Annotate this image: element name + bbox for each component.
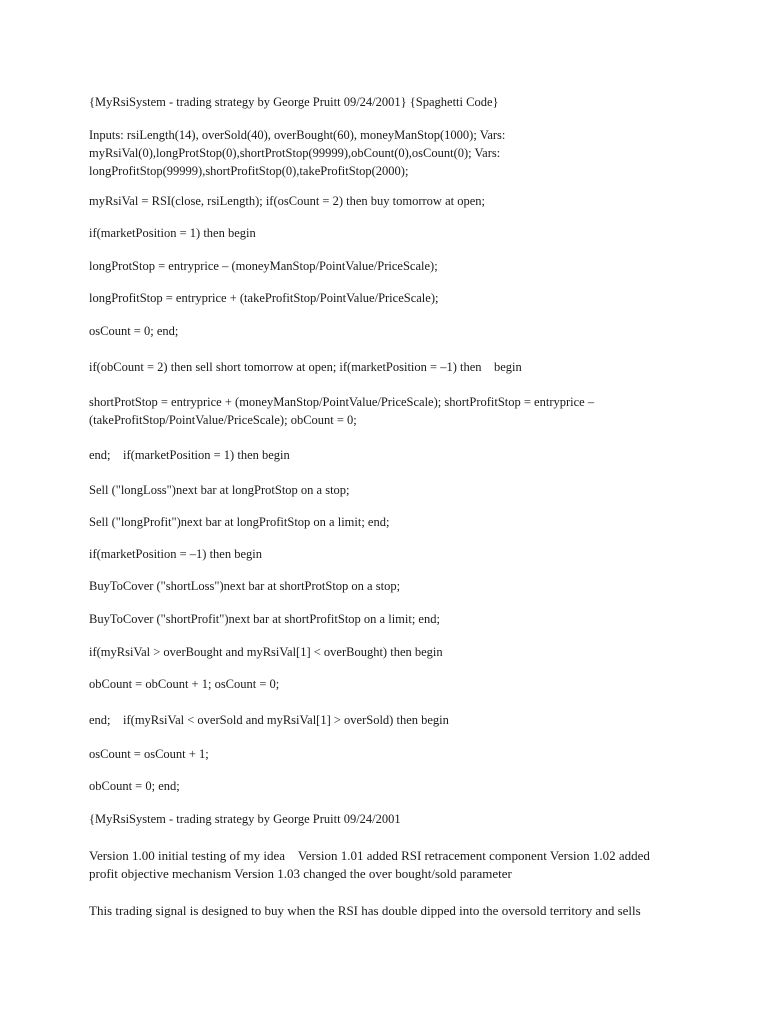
paragraph-obcount-increment: obCount = obCount + 1; osCount = 0; [89,677,280,691]
paragraph-header-comment: {MyRsiSystem - trading strategy by George Pruitt 09/24/2001} {Spaghetti Code} [89,95,499,109]
paragraph-overbought-check: if(myRsiVal > overBought and myRsiVal[1] < overBought) then begin [89,645,443,659]
paragraph-oversold-check: end; if(myRsiVal < overSold and myRsiVal[1] > overSold) then begin [89,713,449,727]
paragraph-description: This trading signal is designed to buy when the RSI has double dipped into the oversold territory and sells [89,903,641,918]
paragraph-end-long-begin: end; if(marketPosition = 1) then begin [89,448,290,462]
paragraph-inputs-vars: Inputs: rsiLength(14), overSold(40), overBought(60), moneyManStop(1000); Vars: myRsiVal(0),longProtStop(0),shortProtStop(99999),obCount(0),osCount(0); Vars: longProfitStop(99999),shortProfitStop(0),takeProfitStop(2000); [89,128,509,178]
paragraph-long-position-begin: if(marketPosition = 1) then begin [89,226,256,240]
paragraph-buytocover-shortprofit: BuyToCover ("shortProfit")next bar at shortProfitStop on a limit; end; [89,612,440,626]
paragraph-oscount-increment: osCount = osCount + 1; [89,747,209,761]
paragraph-long-prot-stop: longProtStop = entryprice – (moneyManStop/PointValue/PriceScale); [89,259,438,273]
paragraph-obcount-reset: obCount = 0; end; [89,779,180,793]
paragraph-oscount-reset: osCount = 0; end; [89,324,179,338]
paragraph-version-history: Version 1.00 initial testing of my idea Version 1.01 added RSI retracement component Version 1.02 added profit objective mechanism Version 1.03 changed the over bought/sold parameter [89,848,654,881]
paragraph-buytocover-shortloss: BuyToCover ("shortLoss")next bar at shortProtStop on a stop; [89,579,401,593]
paragraph-sell-longloss: Sell ("longLoss")next bar at longProtStop on a stop; [89,483,350,497]
paragraph-sell-longprofit: Sell ("longProfit")next bar at longProfitStop on a limit; end; [89,515,390,529]
paragraph-rsi-calc: myRsiVal = RSI(close, rsiLength); if(osCount = 2) then buy tomorrow at open; [89,194,485,208]
paragraph-short-position-begin: if(marketPosition = –1) then begin [89,547,262,561]
paragraph-sell-short: if(obCount = 2) then sell short tomorrow at open; if(marketPosition = –1) then begin [89,360,522,374]
paragraph-header-comment-repeat: {MyRsiSystem - trading strategy by George Pruitt 09/24/2001 [89,812,401,826]
paragraph-short-stops: shortProtStop = entryprice + (moneyManStop/PointValue/PriceScale); shortProfitStop = entryprice – (takeProfitStop/PointValue/PriceScale); obCount = 0; [89,395,598,427]
paragraph-long-profit-stop: longProfitStop = entryprice + (takeProfitStop/PointValue/PriceScale); [89,291,439,305]
